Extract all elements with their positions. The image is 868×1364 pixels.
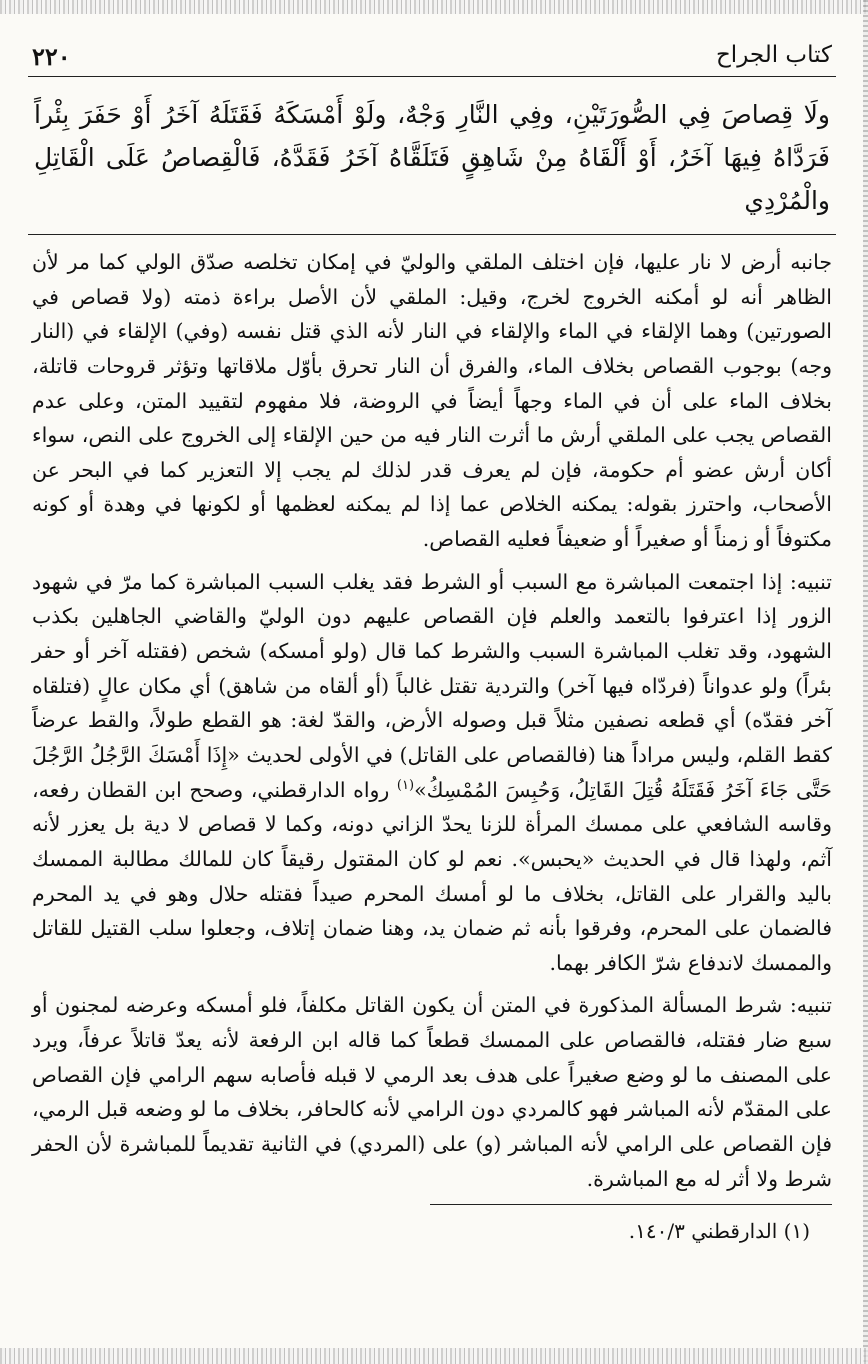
commentary-paragraph-2-cont: رواه الدارقطني، وصحح ابن القطان رفعه، وقاسه الشافعي على ممسك المرأة للزنا يحدّ الزاني دونه، وكما لا قصاص لا دية بل يعزر لأنه آثم، ولهذا قال في الحديث «يحبس». نعم لو كان المقتول رقيقاً كان للمالك مطالبة الممسك باليد والقرار على القاتل، بخلاف ما لو أمسك المحرم صيداً فقتله حلال وهو في يد المحرم فالضمان على المحرم، وفرقوا بأنه ثم ضمان يد، وهنا ضمان إتلاف، وجعلوا سلب القتيل للقاتل والممسك لاندفاع شرّ الكافر بهما. — [32, 777, 832, 975]
commentary-paragraph-3: تنبيه: شرط المسألة المذكورة في المتن أن يكون القاتل مكلفاً، فلو أمسكه وعرضه لمجنون أو سبع ضار فقتله، فالقصاص على الممسك قطعاً كما قاله ابن الرفعة لأنه يعدّ قاتلاً عرفاً، ويرد على المصنف ما لو وضع صغيراً على هدف بعد الرمي لا قبله فأصابه سهم الرامي فإن القصاص على المقدّم لأنه المباشر فهو كالمردي دون الرامي لأنه كالحافر، بخلاف ما لو وضعه قبل الرمي، فإن القصاص على الرامي لأنه المباشر (و) على (المردي) في الثانية تقديماً للمباشرة لأن الحفر شرط ولا أثر له مع المباشرة. — [32, 993, 832, 1191]
page-header — [28, 36, 836, 77]
commentary-paragraph-2-text: تنبيه: إذا اجتمعت المباشرة مع السبب أو الشرط فقد يغلب السبب المباشرة كما مرّ في شهود الزور إذا اعترفوا بالتعمد والعلم فإن القصاص عليهم دون الوليّ والقاضي الجاهلين بكذب الشهود، وقد تغلب المباشرة السبب والشرط كما قال (ولو أمسكه) شخص (فقتله آخر أو حفر بئراً) ولو عدواناً (فردّاه فيها آخر) والتردية تقتل غالباً (أو ألقاه من شاهق) أي مكان عالٍ (فتلقاه آخر فقدّه) أي قطعه نصفين مثلاً قبل وصوله الأرض، والقدّ لغة: هو القطع طولاً، والقط عرضاً كقط القلم، وليس مراداً هنا (فالقصاص على القاتل) في الأولى لحديث «إِذَا أَمْسَكَ الرَّجُلُ الرَّجُلَ حَتَّى جَاءَ آخَرُ فَقَتَلَهُ قُتِلَ القَاتِلُ، وَحُبِسَ المُمْسِكُ» — [32, 569, 832, 802]
commentary-paragraph-2 — [32, 565, 832, 981]
commentary-sharh — [28, 235, 836, 1247]
page-number: ٢٢٠ — [32, 42, 71, 71]
running-title: كتاب الجراح — [715, 42, 832, 68]
commentary-paragraph-1: جانبه أرض لا نار عليها، فإن اختلف الملقي والوليّ في إمكان تخلصه صدّق الولي كما مر لأن الظاهر أنه لو أمكنه الخروج لخرج، وقيل: الملقي لأن الأصل براءة ذمته (ولا قصاص في الصورتين) وهما الإلقاء في الماء والإلقاء في النار لأنه الذي قتل نفسه (وفي) الإلقاء في (النار وجه) بوجوب القصاص بخلاف الماء، والفرق أن النار تحرق بأوّل ملاقاتها وتؤثر قروحات قاتلة، بخلاف الماء على أن في الماء وجهاً أيضاً في الروضة، فلا مفهوم لتقييد المتن، وعلى عدم القصاص يجب على الملقي أرش ما أثرت النار فيه من حين الإلقاء إلى الخروج على النص، سواء أكان أرش عضو أم حكومة، فإن لم يعرف قدر لذلك لم يجب إلا التعزير كما في البحر عن الأصحاب، واحترز بقوله: يمكنه الخلاص عما إذا لم يمكنه لعظمها أو لكونها في وهدة أو كونه مكتوفاً أو زمناً أو صغيراً أو ضعيفاً فعليه القصاص. — [32, 250, 832, 552]
top-scan-border — [0, 0, 868, 14]
footnote-reference: (١) — [396, 777, 415, 793]
bottom-scan-border — [0, 1348, 868, 1364]
book-page — [28, 36, 836, 1247]
right-scan-edge — [863, 0, 868, 1364]
main-text-matn — [28, 93, 836, 235]
footnote-separator — [430, 1204, 832, 1205]
footnote: (١) الدارقطني ١٤٠/٣. — [628, 1219, 810, 1244]
matn-paragraph: ولَا قِصاصَ فِي الصُّورَتَيْنِ، وفِي النَّارِ وَجْهٌ، ولَوْ أَمْسَكَهُ فَقَتَلَهُ آخَرُ أَوْ حَفَرَ بِئْراً فَرَدَّاهُ فِيهَا آخَرُ، أَوْ أَلْقَاهُ مِنْ شَاهِقٍ فَتَلَقَّاهُ آخَرُ فَقَدَّهُ، فَالْقِصاصُ عَلَى الْقَاتِلِ والْمُرْدِي — [34, 100, 830, 215]
